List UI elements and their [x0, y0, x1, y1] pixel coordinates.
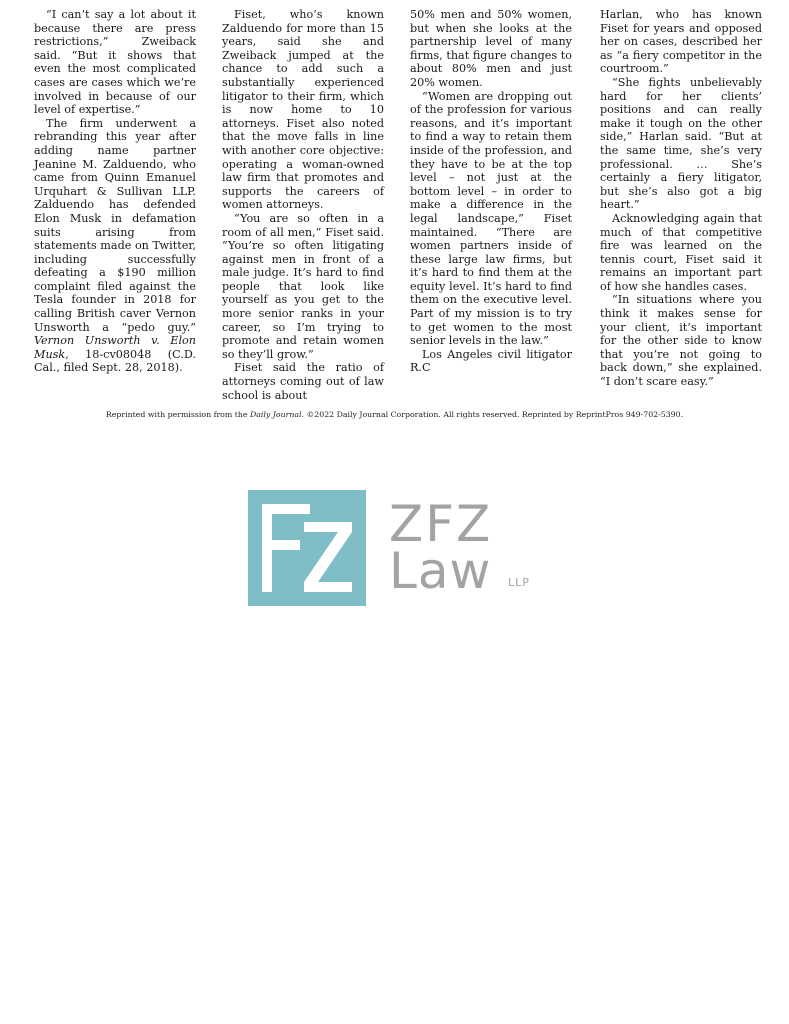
article-column-1 [34, 8, 196, 375]
article-column-3 [410, 8, 572, 375]
paragraph: “Women are dropping out of the profession for various reasons, and it’s important to find a way to retain them inside of the profession, and they have to be at the top level – not just at the bottom level – in order to make a difference in the legal landscape,” Fiset maintained. “There are women partners inside of these large law firms, but it’s hard to find them at the equity level. It’s hard to find them on the executive level. Part of my mission is to try to get women to the most senior levels in the law.” [410, 89, 572, 348]
paragraph: The firm underwent a rebranding this year after adding name partner Jeanine M. Zalduendo, who came from Quinn Emanuel Urquhart & Sullivan LLP. Zalduendo has defended Elon Musk in defamation suits arising from statements made on Twitter, including successfully defeating a $190 million complaint filed against the Tesla founder in 2018 for calling British caver Vernon Unsworth a “pedo guy.” Vernon Unsworth v. Elon Musk, 18-cv08048 (C.D. Cal., filed Sept. 28, 2018). [34, 116, 196, 375]
reprint-credit: Reprinted with permission from the Daily Journal. ©2022 Daily Journal Corporation. All rights reserved. Reprinted by ReprintPros 949-702-5390. [105, 410, 684, 419]
paragraph: “She fights unbelievably hard for her clients’ positions and can really make it tough on the other side,” Harlan said. “But at the same time, she’s very professional. … She’s certainly a fiery litigator, but she’s also got a big heart.” [600, 75, 762, 212]
paragraph: Fiset, who’s known Zalduendo for more than 15 years, said she and Zweiback jumped at the chance to add such a substantially experienced litigator to their firm, which is now home to 10 attorneys. Fiset also noted that the move falls in line with another core objective: operating a woman-owned law firm that promotes and supports the careers of women attorneys. [222, 8, 384, 212]
publication-name: Daily Journal [250, 410, 302, 419]
case-name: Vernon Unsworth v. Elon Musk [34, 334, 196, 361]
paragraph: Acknowledging again that much of that competitive fire was learned on the tennis court, Fiset said it remains an important part of how she handles cases. [600, 211, 762, 293]
article-body [34, 8, 762, 402]
case-citation: , 18-cv08048 (C.D. Cal., filed Sept. 28, 2018). [34, 347, 196, 375]
paragraph: Harlan, who has known Fiset for years and opposed her on cases, described her as “a fiery competitor in the courtroom.” [600, 8, 762, 76]
paragraph: 50% men and 50% women, but when she looks at the partnership level of many firms, that figure changes to about 80% men and just 20% women. [410, 8, 572, 89]
paragraph: Fiset said the ratio of attorneys coming out of law school is about [222, 361, 384, 402]
brand-name: ZFZ [389, 495, 493, 553]
article-column-2 [222, 8, 384, 402]
paragraph: “In situations where you think it makes sense for your client, it’s important for the other side to know that you’re not going to back down,” she explained. “I don’t scare easy.” [600, 293, 762, 389]
zfz-logo-mark-icon [248, 490, 366, 606]
paragraph: Los Angeles civil litigator R.C [410, 347, 572, 375]
paragraph: “You are so often in a room of all men,” Fiset said. “You’re so often litigating against men in front of a male judge. It’s hard to find people that look like yourself as you get to the more senior ranks in your career, so I’m trying to promote and retain women so they’ll grow.” [222, 211, 384, 361]
article-column-4 [600, 8, 762, 389]
brand-llp: LLP [508, 576, 530, 589]
brand-law: Law [389, 542, 492, 600]
paragraph: “I can’t say a lot about it because there are press restrictions,” Zweiback said. “But it shows that even the most complicated cases are cases which we’re involved in because of our level of expertise.” [34, 8, 196, 117]
